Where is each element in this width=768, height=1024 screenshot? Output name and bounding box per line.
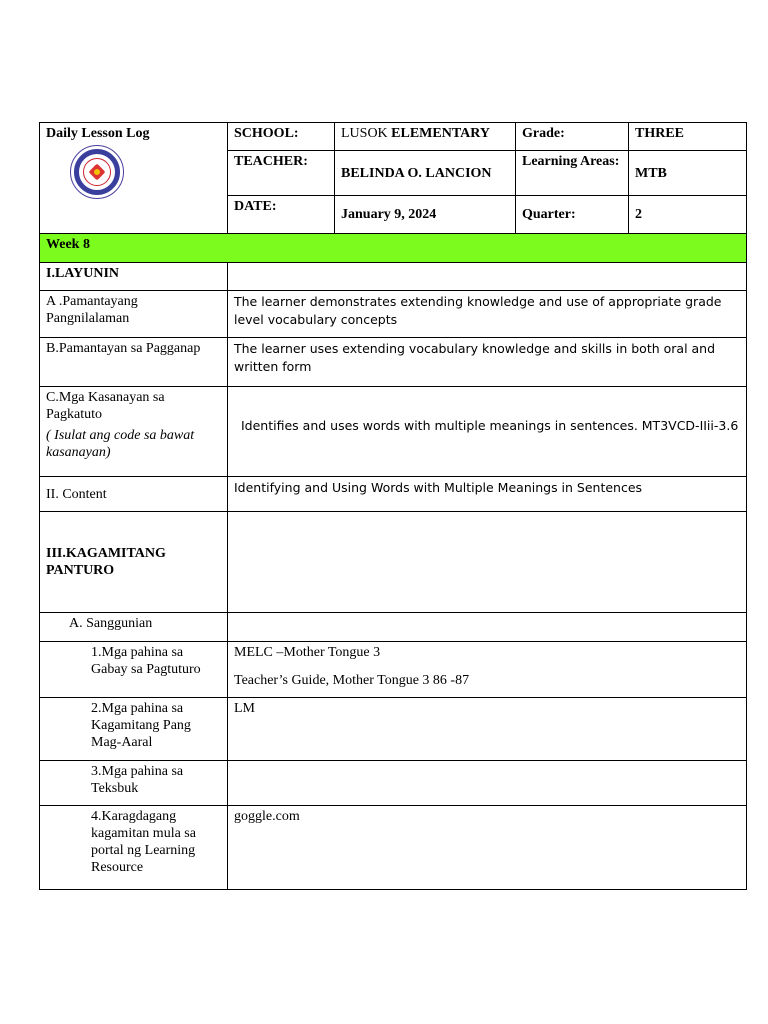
layunin-value [228,263,747,291]
doc-title: Daily Lesson Log [46,126,150,141]
week-row [40,234,747,263]
grade-label: Grade: [516,123,629,151]
grade-value: THREE [629,123,747,151]
row-kagamitang-panturo [40,512,747,613]
row-karagdagang [40,806,747,890]
kasanayan-label: C.Mga Kasanayan sa Pagkatuto [46,390,165,422]
school-value-rest: ELEMENTARY [391,126,490,141]
row-kagamitang-mag-aaral [40,698,747,761]
pamantayan-label: B.Pamantayan sa Pagganap [40,338,228,387]
karagdagang-label: 4.Karagdagang kagamitan mula sa portal ng Learning Resource [40,806,228,890]
sanggunian-value [228,613,747,642]
row-gabay [40,642,747,698]
teksbuk-label: 3.Mga pahina sa Teksbuk [40,761,228,806]
week-label: Week 8 [40,234,747,263]
karagdagang-value: goggle.com [228,806,747,890]
deped-seal-icon [70,145,124,199]
gabay-value-line2: Teacher’s Guide, Mother Tongue 3 86 -87 [234,673,470,688]
kagamitang-mag-aaral-value: LM [228,698,747,761]
school-label: SCHOOL: [228,123,335,151]
kasanayan-note: ( Isulat ang code sa bawat kasanayan) [46,428,195,460]
gabay-value-line1: MELC –Mother Tongue 3 [234,645,381,660]
school-value [335,123,516,151]
row-pamantayan-pagganap [40,338,747,387]
teacher-label: TEACHER: [228,151,335,196]
content-label: II. Content [40,477,228,512]
kagamitang-label: III.KAGAMITANG PANTURO [40,512,228,613]
kasanayan-value: Identifies and uses words with multiple meanings in sentences. MT3VCD-IIii-3.6 [228,387,747,477]
learning-areas-label: Learning Areas: [516,151,629,196]
pamantayan-value: The learner uses extending vocabulary knowledge and skills in both oral and written form [228,338,747,387]
quarter-value: 2 [629,196,747,234]
kagamitang-mag-aaral-label: 2.Mga pahina sa Kagamitang Pang Mag-Aaral [40,698,228,761]
date-label: DATE: [228,196,335,234]
row-sanggunian [40,613,747,642]
row-kasanayan [40,387,747,477]
kasanayan-cell [40,387,228,477]
row-layunin [40,263,747,291]
header-table [39,122,747,234]
teacher-value: BELINDA O. LANCION [335,151,516,196]
kagamitang-value [228,512,747,613]
sanggunian-label: A. Sanggunian [40,613,228,642]
pamantayang-label: A .Pamantayang Pangnilalaman [40,291,228,338]
doc-title-cell [40,123,228,234]
row-teksbuk [40,761,747,806]
quarter-label: Quarter: [516,196,629,234]
layunin-label: I.LAYUNIN [40,263,228,291]
lesson-table [39,233,747,890]
teksbuk-value [228,761,747,806]
learning-areas-value: MTB [629,151,747,196]
content-value: Identifying and Using Words with Multiple Meanings in Sentences [228,477,747,512]
gabay-value-cell [228,642,747,698]
date-value: January 9, 2024 [335,196,516,234]
school-value-prefix: LUSOK [341,126,392,141]
pamantayang-value: The learner demonstrates extending knowledge and use of appropriate grade level vocabulary concepts [228,291,747,338]
row-pamantayang-pangnilalaman [40,291,747,338]
gabay-label: 1.Mga pahina sa Gabay sa Pagtuturo [40,642,228,698]
row-content [40,477,747,512]
